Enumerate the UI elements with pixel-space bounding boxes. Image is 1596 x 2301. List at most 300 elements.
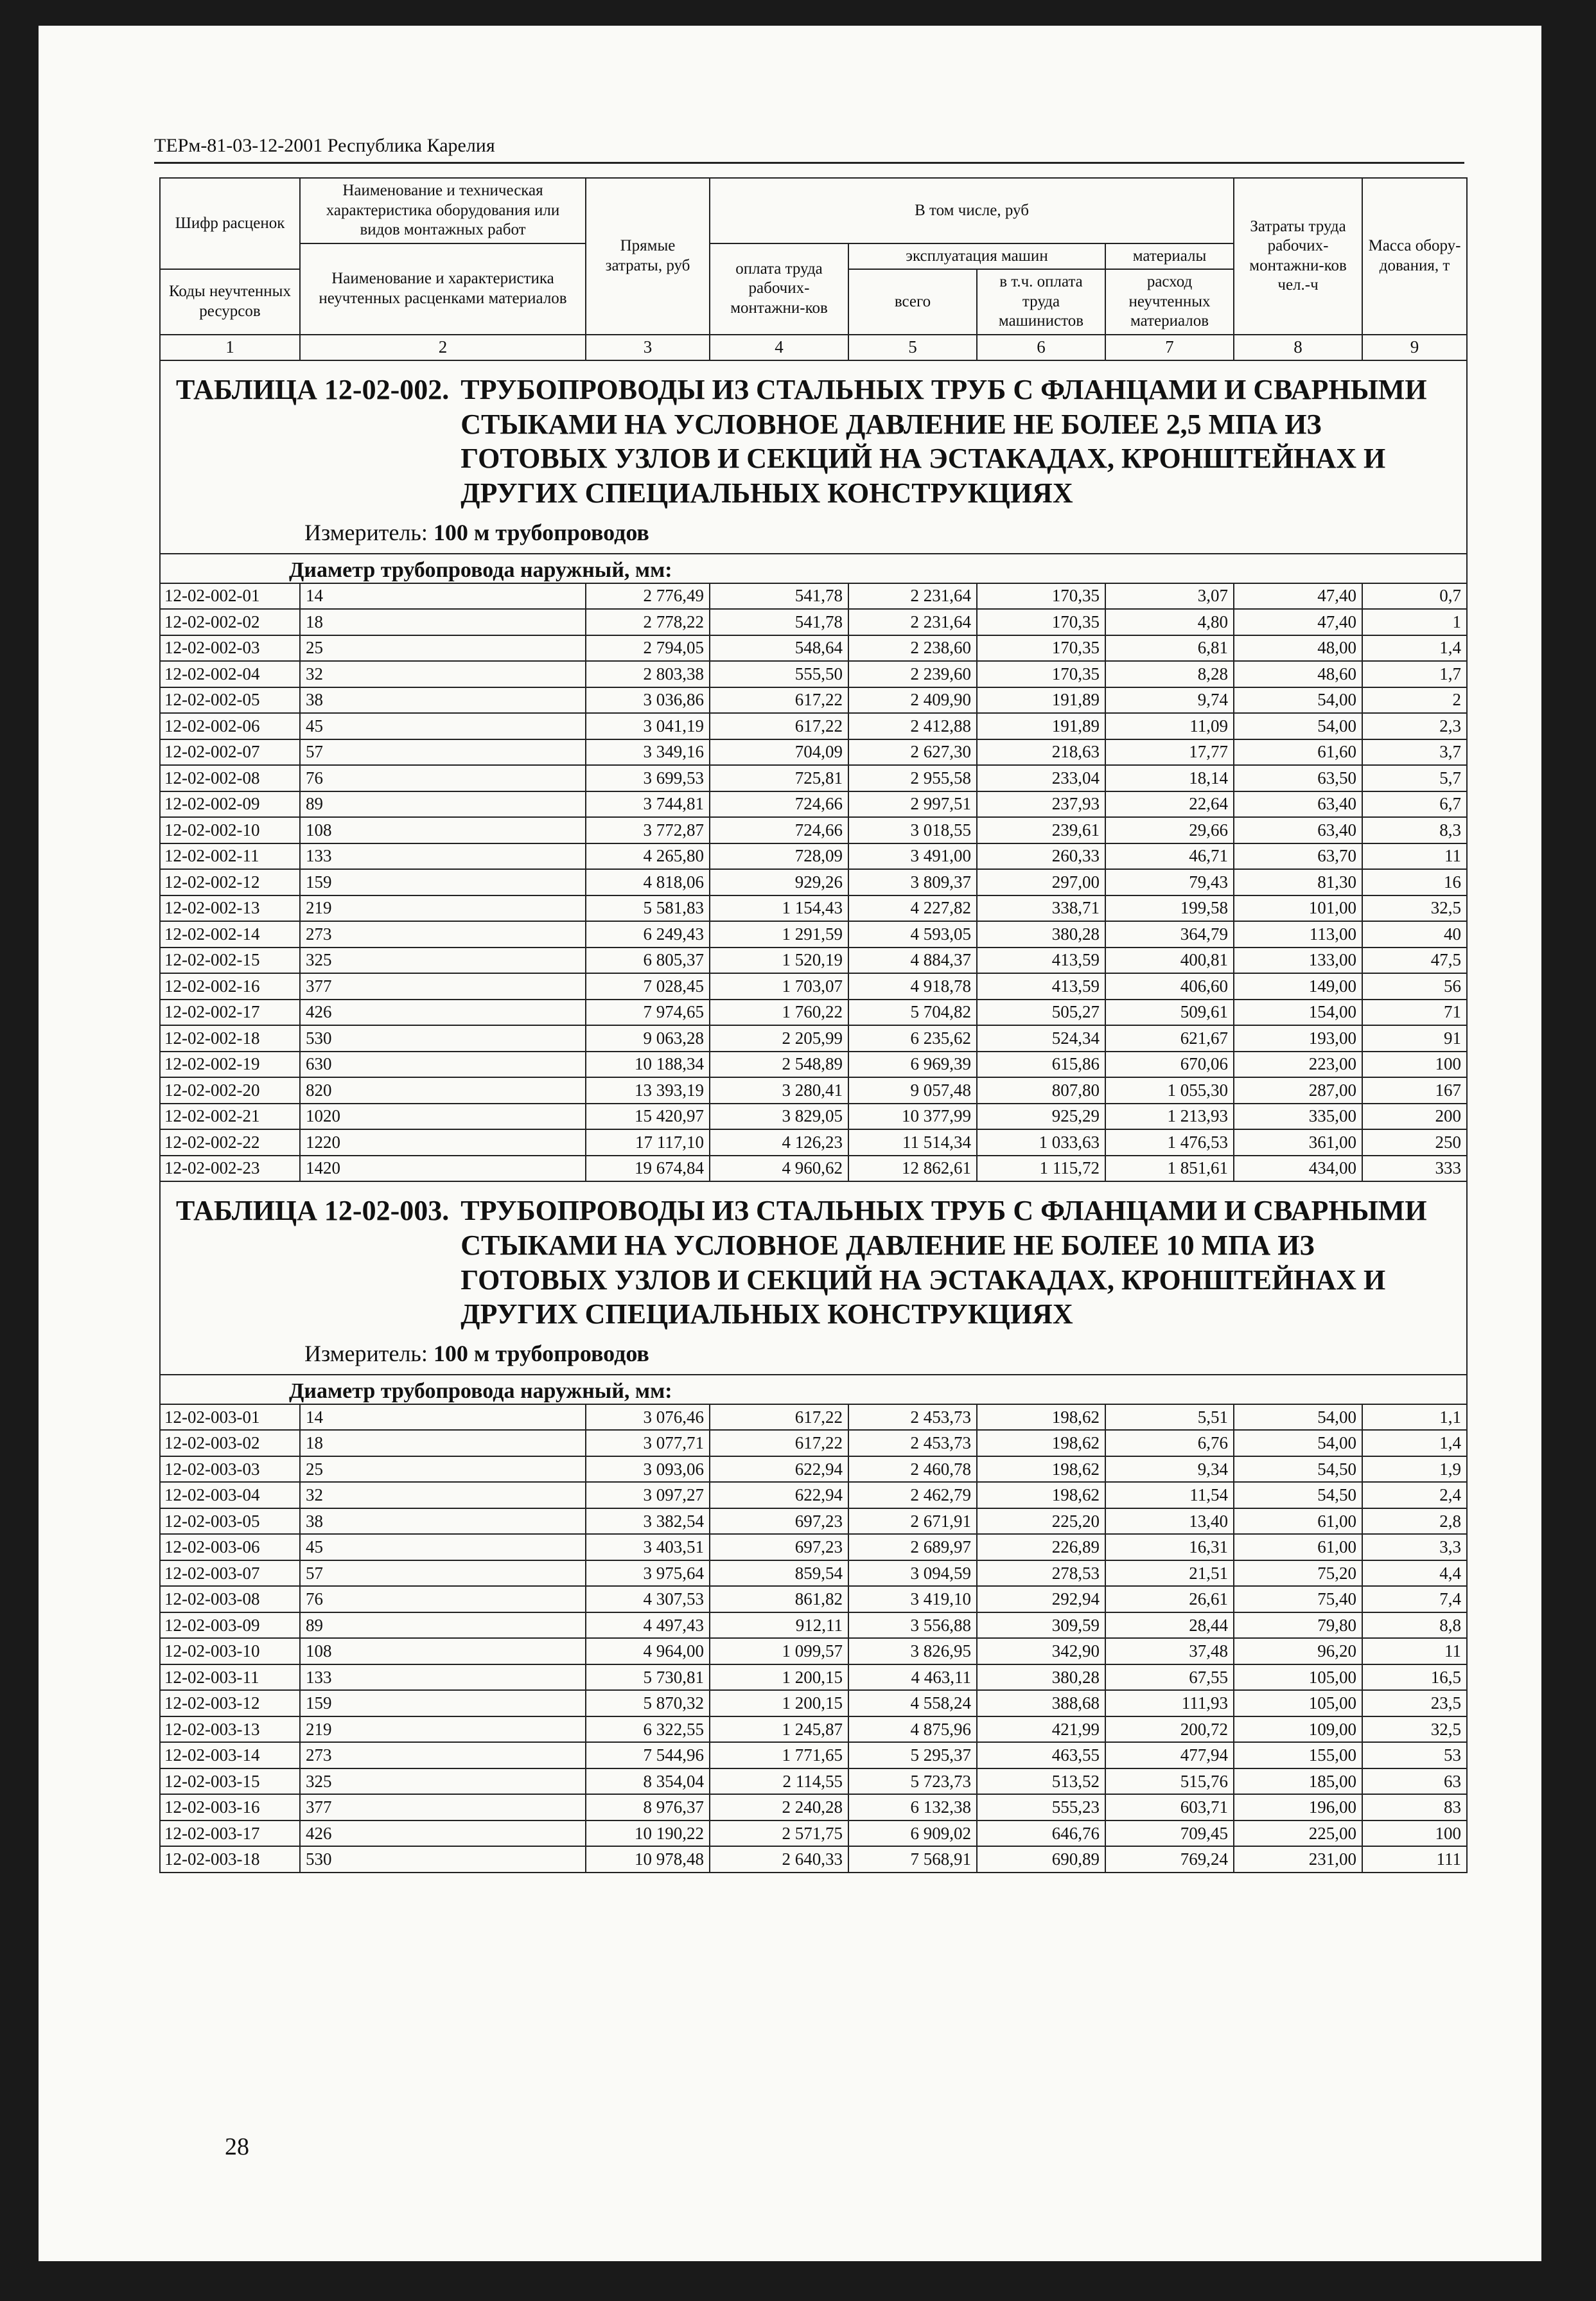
pipe-diameter-cell: 18 xyxy=(300,609,586,635)
material-cost-cell: 3,07 xyxy=(1105,583,1234,610)
machinist-wages-cell: 309,59 xyxy=(977,1612,1105,1639)
machine-cost-cell: 3 419,10 xyxy=(848,1586,977,1612)
labor-wages-cell: 2 640,33 xyxy=(710,1846,848,1873)
col-number: 7 xyxy=(1105,335,1234,361)
pipe-diameter-cell: 159 xyxy=(300,1690,586,1716)
table-row xyxy=(160,1821,1467,1847)
machine-cost-cell: 2 627,30 xyxy=(848,739,977,766)
pipe-diameter-cell: 325 xyxy=(300,1768,586,1795)
pipe-diameter-cell: 108 xyxy=(300,817,586,843)
table-row xyxy=(160,1156,1467,1182)
table-row xyxy=(160,1052,1467,1078)
table-row xyxy=(160,1638,1467,1664)
table-row xyxy=(160,817,1467,843)
material-cost-cell: 67,55 xyxy=(1105,1664,1234,1691)
table-row xyxy=(160,1690,1467,1716)
col-mat-cost-header: расход неучтенных материалов xyxy=(1105,269,1234,335)
direct-cost-cell: 17 117,10 xyxy=(586,1129,710,1156)
material-cost-cell: 37,48 xyxy=(1105,1638,1234,1664)
labor-wages-cell: 704,09 xyxy=(710,739,848,766)
labor-hours-cell: 154,00 xyxy=(1234,1000,1362,1026)
rate-code-cell: 12-02-002-17 xyxy=(160,1000,300,1026)
col-number: 4 xyxy=(710,335,848,361)
equipment-mass-cell: 56 xyxy=(1362,973,1467,1000)
material-cost-cell: 364,79 xyxy=(1105,921,1234,948)
labor-hours-cell: 361,00 xyxy=(1234,1129,1362,1156)
table-row xyxy=(160,1430,1467,1456)
col-code-sub-header: Коды неучтенных ресурсов xyxy=(160,269,300,335)
machine-cost-cell: 4 558,24 xyxy=(848,1690,977,1716)
labor-wages-cell: 1 760,22 xyxy=(710,1000,848,1026)
rate-code-cell: 12-02-002-08 xyxy=(160,765,300,791)
rate-code-cell: 12-02-003-17 xyxy=(160,1821,300,1847)
material-cost-cell: 5,51 xyxy=(1105,1404,1234,1431)
labor-wages-cell: 2 571,75 xyxy=(710,1821,848,1847)
machinist-wages-cell: 388,68 xyxy=(977,1690,1105,1716)
table-row xyxy=(160,687,1467,714)
section-title xyxy=(176,373,1456,511)
direct-cost-cell: 4 307,53 xyxy=(586,1586,710,1612)
labor-hours-cell: 47,40 xyxy=(1234,583,1362,610)
labor-wages-cell: 622,94 xyxy=(710,1482,848,1508)
labor-wages-cell: 929,26 xyxy=(710,869,848,895)
direct-cost-cell: 4 265,80 xyxy=(586,843,710,870)
equipment-mass-cell: 53 xyxy=(1362,1742,1467,1768)
pipe-diameter-cell: 45 xyxy=(300,713,586,739)
table-row xyxy=(160,635,1467,662)
rate-code-cell: 12-02-002-19 xyxy=(160,1052,300,1078)
table-row xyxy=(160,1534,1467,1560)
col-number: 1 xyxy=(160,335,300,361)
machine-cost-cell: 5 704,82 xyxy=(848,1000,977,1026)
equipment-mass-cell: 71 xyxy=(1362,1000,1467,1026)
equipment-mass-cell: 2,3 xyxy=(1362,713,1467,739)
pipe-diameter-cell: 38 xyxy=(300,1508,586,1535)
labor-hours-cell: 109,00 xyxy=(1234,1716,1362,1743)
measure-label: Измеритель: xyxy=(304,519,428,545)
rate-code-cell: 12-02-003-03 xyxy=(160,1456,300,1483)
pipe-diameter-cell: 76 xyxy=(300,1586,586,1612)
equipment-mass-cell: 7,4 xyxy=(1362,1586,1467,1612)
material-cost-cell: 621,67 xyxy=(1105,1025,1234,1052)
table-row xyxy=(160,661,1467,687)
diameter-row xyxy=(160,1375,1467,1404)
labor-hours-cell: 335,00 xyxy=(1234,1104,1362,1130)
rate-code-cell: 12-02-003-10 xyxy=(160,1638,300,1664)
rate-code-cell: 12-02-002-05 xyxy=(160,687,300,714)
labor-wages-cell: 2 548,89 xyxy=(710,1052,848,1078)
labor-hours-cell: 79,80 xyxy=(1234,1612,1362,1639)
machine-cost-cell: 3 018,55 xyxy=(848,817,977,843)
rate-code-cell: 12-02-003-08 xyxy=(160,1586,300,1612)
material-cost-cell: 477,94 xyxy=(1105,1742,1234,1768)
equipment-mass-cell: 1,9 xyxy=(1362,1456,1467,1483)
direct-cost-cell: 2 776,49 xyxy=(586,583,710,610)
direct-cost-cell: 13 393,19 xyxy=(586,1077,710,1104)
pipe-diameter-cell: 325 xyxy=(300,948,586,974)
rate-code-cell: 12-02-003-05 xyxy=(160,1508,300,1535)
equipment-mass-cell: 3,3 xyxy=(1362,1534,1467,1560)
rate-code-cell: 12-02-003-14 xyxy=(160,1742,300,1768)
table-row xyxy=(160,1846,1467,1873)
material-cost-cell: 509,61 xyxy=(1105,1000,1234,1026)
rate-code-cell: 12-02-003-12 xyxy=(160,1690,300,1716)
machinist-wages-cell: 646,76 xyxy=(977,1821,1105,1847)
col-number: 6 xyxy=(977,335,1105,361)
direct-cost-cell: 3 036,86 xyxy=(586,687,710,714)
labor-wages-cell: 617,22 xyxy=(710,713,848,739)
pipe-diameter-cell: 530 xyxy=(300,1846,586,1873)
pipe-diameter-cell: 57 xyxy=(300,1560,586,1587)
labor-hours-cell: 196,00 xyxy=(1234,1794,1362,1821)
pipe-diameter-cell: 159 xyxy=(300,869,586,895)
material-cost-cell: 6,76 xyxy=(1105,1430,1234,1456)
labor-wages-cell: 617,22 xyxy=(710,1430,848,1456)
machinist-wages-cell: 463,55 xyxy=(977,1742,1105,1768)
direct-cost-cell: 5 870,32 xyxy=(586,1690,710,1716)
col-number: 3 xyxy=(586,335,710,361)
material-cost-cell: 18,14 xyxy=(1105,765,1234,791)
rate-code-cell: 12-02-002-12 xyxy=(160,869,300,895)
direct-cost-cell: 6 322,55 xyxy=(586,1716,710,1743)
material-cost-cell: 22,64 xyxy=(1105,791,1234,818)
labor-hours-cell: 287,00 xyxy=(1234,1077,1362,1104)
equipment-mass-cell: 0,7 xyxy=(1362,583,1467,610)
labor-hours-cell: 434,00 xyxy=(1234,1156,1362,1182)
col-number: 5 xyxy=(848,335,977,361)
col-direct-header: Прямые затраты, руб xyxy=(586,178,710,335)
material-cost-cell: 9,74 xyxy=(1105,687,1234,714)
pipe-diameter-cell: 25 xyxy=(300,1456,586,1483)
machinist-wages-cell: 218,63 xyxy=(977,739,1105,766)
material-cost-cell: 16,31 xyxy=(1105,1534,1234,1560)
machinist-wages-cell: 421,99 xyxy=(977,1716,1105,1743)
table-row xyxy=(160,609,1467,635)
direct-cost-cell: 3 744,81 xyxy=(586,791,710,818)
labor-hours-cell: 63,70 xyxy=(1234,843,1362,870)
machine-cost-cell: 2 231,64 xyxy=(848,609,977,635)
equipment-mass-cell: 32,5 xyxy=(1362,895,1467,922)
equipment-mass-cell: 40 xyxy=(1362,921,1467,948)
equipment-mass-cell: 16,5 xyxy=(1362,1664,1467,1691)
table-row xyxy=(160,1025,1467,1052)
rate-code-cell: 12-02-003-02 xyxy=(160,1430,300,1456)
labor-wages-cell: 1 200,15 xyxy=(710,1664,848,1691)
measure-line xyxy=(304,521,1456,544)
material-cost-cell: 200,72 xyxy=(1105,1716,1234,1743)
rate-code-cell: 12-02-002-06 xyxy=(160,713,300,739)
machinist-wages-cell: 260,33 xyxy=(977,843,1105,870)
labor-hours-cell: 185,00 xyxy=(1234,1768,1362,1795)
machine-cost-cell: 2 997,51 xyxy=(848,791,977,818)
table-row xyxy=(160,1000,1467,1026)
labor-wages-cell: 912,11 xyxy=(710,1612,848,1639)
material-cost-cell: 603,71 xyxy=(1105,1794,1234,1821)
table-row xyxy=(160,1456,1467,1483)
pipe-diameter-cell: 89 xyxy=(300,791,586,818)
pipe-diameter-cell: 530 xyxy=(300,1025,586,1052)
equipment-mass-cell: 111 xyxy=(1362,1846,1467,1873)
material-cost-cell: 1 476,53 xyxy=(1105,1129,1234,1156)
equipment-mass-cell: 8,3 xyxy=(1362,817,1467,843)
equipment-mass-cell: 4,4 xyxy=(1362,1560,1467,1587)
rate-code-cell: 12-02-002-07 xyxy=(160,739,300,766)
direct-cost-cell: 7 974,65 xyxy=(586,1000,710,1026)
labor-wages-cell: 1 245,87 xyxy=(710,1716,848,1743)
labor-wages-cell: 617,22 xyxy=(710,1404,848,1431)
labor-wages-cell: 861,82 xyxy=(710,1586,848,1612)
table-row xyxy=(160,739,1467,766)
col-number: 9 xyxy=(1362,335,1467,361)
machinist-wages-cell: 524,34 xyxy=(977,1025,1105,1052)
direct-cost-cell: 3 699,53 xyxy=(586,765,710,791)
measure-line xyxy=(304,1342,1456,1365)
table-row xyxy=(160,1612,1467,1639)
table-row xyxy=(160,1716,1467,1743)
machinist-wages-cell: 225,20 xyxy=(977,1508,1105,1535)
equipment-mass-cell: 5,7 xyxy=(1362,765,1467,791)
labor-wages-cell: 859,54 xyxy=(710,1560,848,1587)
direct-cost-cell: 3 349,16 xyxy=(586,739,710,766)
pipe-diameter-cell: 38 xyxy=(300,687,586,714)
machinist-wages-cell: 198,62 xyxy=(977,1430,1105,1456)
labor-hours-cell: 149,00 xyxy=(1234,973,1362,1000)
table-row xyxy=(160,973,1467,1000)
table-row xyxy=(160,1404,1467,1431)
labor-hours-cell: 113,00 xyxy=(1234,921,1362,948)
machine-cost-cell: 2 689,97 xyxy=(848,1534,977,1560)
pipe-diameter-cell: 426 xyxy=(300,1000,586,1026)
machinist-wages-cell: 191,89 xyxy=(977,687,1105,714)
rate-code-cell: 12-02-002-15 xyxy=(160,948,300,974)
col-number: 8 xyxy=(1234,335,1362,361)
labor-hours-cell: 63,40 xyxy=(1234,791,1362,818)
labor-hours-cell: 75,20 xyxy=(1234,1560,1362,1587)
material-cost-cell: 1 851,61 xyxy=(1105,1156,1234,1182)
rate-code-cell: 12-02-003-13 xyxy=(160,1716,300,1743)
machine-cost-cell: 7 568,91 xyxy=(848,1846,977,1873)
machine-cost-cell: 6 969,39 xyxy=(848,1052,977,1078)
machinist-wages-cell: 198,62 xyxy=(977,1482,1105,1508)
direct-cost-cell: 10 190,22 xyxy=(586,1821,710,1847)
labor-wages-cell: 1 520,19 xyxy=(710,948,848,974)
equipment-mass-cell: 167 xyxy=(1362,1077,1467,1104)
col-name-sub-header: Наименование и характеристика неучтенных расценками материалов xyxy=(300,243,586,335)
rates-table xyxy=(159,177,1468,1873)
labor-hours-cell: 105,00 xyxy=(1234,1690,1362,1716)
equipment-mass-cell: 100 xyxy=(1362,1052,1467,1078)
section-label: ТАБЛИЦА 12-02-003. xyxy=(176,1195,450,1227)
material-cost-cell: 28,44 xyxy=(1105,1612,1234,1639)
rate-code-cell: 12-02-002-20 xyxy=(160,1077,300,1104)
material-cost-cell: 79,43 xyxy=(1105,869,1234,895)
labor-hours-cell: 61,60 xyxy=(1234,739,1362,766)
machine-cost-cell: 4 463,11 xyxy=(848,1664,977,1691)
material-cost-cell: 9,34 xyxy=(1105,1456,1234,1483)
equipment-mass-cell: 2,4 xyxy=(1362,1482,1467,1508)
machine-cost-cell: 11 514,34 xyxy=(848,1129,977,1156)
machinist-wages-cell: 925,29 xyxy=(977,1104,1105,1130)
machine-cost-cell: 9 057,48 xyxy=(848,1077,977,1104)
labor-wages-cell: 4 960,62 xyxy=(710,1156,848,1182)
equipment-mass-cell: 16 xyxy=(1362,869,1467,895)
table-row xyxy=(160,713,1467,739)
pipe-diameter-cell: 32 xyxy=(300,661,586,687)
machine-cost-cell: 5 295,37 xyxy=(848,1742,977,1768)
section-header-row xyxy=(160,360,1467,554)
table-row xyxy=(160,948,1467,974)
measure-value: 100 м трубопроводов xyxy=(433,1340,649,1366)
direct-cost-cell: 4 818,06 xyxy=(586,869,710,895)
equipment-mass-cell: 11 xyxy=(1362,1638,1467,1664)
direct-cost-cell: 3 772,87 xyxy=(586,817,710,843)
labor-hours-cell: 47,40 xyxy=(1234,609,1362,635)
rate-code-cell: 12-02-002-03 xyxy=(160,635,300,662)
labor-wages-cell: 1 154,43 xyxy=(710,895,848,922)
direct-cost-cell: 10 978,48 xyxy=(586,1846,710,1873)
labor-wages-cell: 725,81 xyxy=(710,765,848,791)
measure-value: 100 м трубопроводов xyxy=(433,519,649,545)
machine-cost-cell: 3 491,00 xyxy=(848,843,977,870)
machinist-wages-cell: 513,52 xyxy=(977,1768,1105,1795)
machine-cost-cell: 6 235,62 xyxy=(848,1025,977,1052)
material-cost-cell: 6,81 xyxy=(1105,635,1234,662)
machine-cost-cell: 2 453,73 xyxy=(848,1430,977,1456)
direct-cost-cell: 2 803,38 xyxy=(586,661,710,687)
diameter-label: Диаметр трубопровода наружный, мм: xyxy=(160,554,1467,583)
diameter-label: Диаметр трубопровода наружный, мм: xyxy=(160,1375,1467,1404)
rate-code-cell: 12-02-002-13 xyxy=(160,895,300,922)
col-mass-header: Масса обору-дования, т xyxy=(1362,178,1467,335)
col-wages-header: оплата труда рабочих-монтажни-ков xyxy=(710,243,848,335)
table-row xyxy=(160,1104,1467,1130)
table-row xyxy=(160,921,1467,948)
machine-cost-cell: 2 460,78 xyxy=(848,1456,977,1483)
rate-code-cell: 12-02-003-15 xyxy=(160,1768,300,1795)
labor-hours-cell: 63,40 xyxy=(1234,817,1362,843)
rate-code-cell: 12-02-003-11 xyxy=(160,1664,300,1691)
rate-code-cell: 12-02-003-07 xyxy=(160,1560,300,1587)
col-labor-header: Затраты труда рабочих-монтажни-ков чел.-ч xyxy=(1234,178,1362,335)
table-row xyxy=(160,1482,1467,1508)
machine-cost-cell: 2 239,60 xyxy=(848,661,977,687)
machinist-wages-cell: 342,90 xyxy=(977,1638,1105,1664)
direct-cost-cell: 8 354,04 xyxy=(586,1768,710,1795)
material-cost-cell: 46,71 xyxy=(1105,843,1234,870)
material-cost-cell: 111,93 xyxy=(1105,1690,1234,1716)
rate-code-cell: 12-02-002-23 xyxy=(160,1156,300,1182)
table-row xyxy=(160,1664,1467,1691)
table-row xyxy=(160,1129,1467,1156)
material-cost-cell: 515,76 xyxy=(1105,1768,1234,1795)
machine-cost-cell: 6 909,02 xyxy=(848,1821,977,1847)
section-title xyxy=(176,1194,1456,1332)
col-materials-header: материалы xyxy=(1105,243,1234,270)
direct-cost-cell: 3 403,51 xyxy=(586,1534,710,1560)
measure-label: Измеритель: xyxy=(304,1340,428,1366)
direct-cost-cell: 7 544,96 xyxy=(586,1742,710,1768)
rate-code-cell: 12-02-003-04 xyxy=(160,1482,300,1508)
machinist-wages-cell: 170,35 xyxy=(977,583,1105,610)
machine-cost-cell: 6 132,38 xyxy=(848,1794,977,1821)
pipe-diameter-cell: 76 xyxy=(300,765,586,791)
direct-cost-cell: 3 097,27 xyxy=(586,1482,710,1508)
material-cost-cell: 1 213,93 xyxy=(1105,1104,1234,1130)
machine-cost-cell: 2 462,79 xyxy=(848,1482,977,1508)
machinist-wages-cell: 226,89 xyxy=(977,1534,1105,1560)
labor-wages-cell: 728,09 xyxy=(710,843,848,870)
labor-wages-cell: 697,23 xyxy=(710,1508,848,1535)
machinist-wages-cell: 297,00 xyxy=(977,869,1105,895)
pipe-diameter-cell: 630 xyxy=(300,1052,586,1078)
labor-wages-cell: 2 114,55 xyxy=(710,1768,848,1795)
labor-hours-cell: 193,00 xyxy=(1234,1025,1362,1052)
pipe-diameter-cell: 273 xyxy=(300,921,586,948)
machinist-wages-cell: 380,28 xyxy=(977,921,1105,948)
labor-hours-cell: 155,00 xyxy=(1234,1742,1362,1768)
table-row xyxy=(160,1586,1467,1612)
pipe-diameter-cell: 219 xyxy=(300,1716,586,1743)
material-cost-cell: 709,45 xyxy=(1105,1821,1234,1847)
direct-cost-cell: 6 805,37 xyxy=(586,948,710,974)
material-cost-cell: 769,24 xyxy=(1105,1846,1234,1873)
machine-cost-cell: 2 409,90 xyxy=(848,687,977,714)
material-cost-cell: 670,06 xyxy=(1105,1052,1234,1078)
direct-cost-cell: 3 077,71 xyxy=(586,1430,710,1456)
rate-code-cell: 12-02-003-01 xyxy=(160,1404,300,1431)
table-row xyxy=(160,791,1467,818)
equipment-mass-cell: 83 xyxy=(1362,1794,1467,1821)
table-row xyxy=(160,1560,1467,1587)
labor-hours-cell: 54,00 xyxy=(1234,687,1362,714)
pipe-diameter-cell: 89 xyxy=(300,1612,586,1639)
labor-wages-cell: 1 099,57 xyxy=(710,1638,848,1664)
equipment-mass-cell: 23,5 xyxy=(1362,1690,1467,1716)
machine-cost-cell: 5 723,73 xyxy=(848,1768,977,1795)
direct-cost-cell: 9 063,28 xyxy=(586,1025,710,1052)
machine-cost-cell: 4 918,78 xyxy=(848,973,977,1000)
machine-cost-cell: 3 826,95 xyxy=(848,1638,977,1664)
section-header xyxy=(160,1181,1467,1375)
pipe-diameter-cell: 32 xyxy=(300,1482,586,1508)
material-cost-cell: 199,58 xyxy=(1105,895,1234,922)
machine-cost-cell: 2 955,58 xyxy=(848,765,977,791)
labor-hours-cell: 81,30 xyxy=(1234,869,1362,895)
labor-hours-cell: 54,00 xyxy=(1234,713,1362,739)
labor-hours-cell: 223,00 xyxy=(1234,1052,1362,1078)
pipe-diameter-cell: 25 xyxy=(300,635,586,662)
machinist-wages-cell: 338,71 xyxy=(977,895,1105,922)
pipe-diameter-cell: 377 xyxy=(300,1794,586,1821)
section-title-text: ТРУБОПРОВОДЫ ИЗ СТАЛЬНЫХ ТРУБ С ФЛАНЦАМИ И СВАРНЫМИ СТЫКАМИ НА УСЛОВНОЕ ДАВЛЕНИЕ НЕ БОЛЕЕ 2,5 МПА ИЗ ГОТОВЫХ УЗЛОВ И СЕКЦИЙ НА ЭСТАКАДАХ, КРОНШТЕЙНАХ И ДРУГИХ СПЕЦИАЛЬНЫХ КОНСТРУКЦИЯХ xyxy=(460,374,1427,509)
machine-cost-cell: 4 884,37 xyxy=(848,948,977,974)
equipment-mass-cell: 1,1 xyxy=(1362,1404,1467,1431)
section-title-text: ТРУБОПРОВОДЫ ИЗ СТАЛЬНЫХ ТРУБ С ФЛАНЦАМИ И СВАРНЫМИ СТЫКАМИ НА УСЛОВНОЕ ДАВЛЕНИЕ НЕ БОЛЕЕ 10 МПА ИЗ ГОТОВЫХ УЗЛОВ И СЕКЦИЙ НА ЭСТАКАДАХ, КРОНШТЕЙНАХ И ДРУГИХ СПЕЦИАЛЬНЫХ КОНСТРУКЦИЯХ xyxy=(460,1195,1427,1330)
labor-hours-cell: 133,00 xyxy=(1234,948,1362,974)
rate-code-cell: 12-02-002-09 xyxy=(160,791,300,818)
equipment-mass-cell: 200 xyxy=(1362,1104,1467,1130)
equipment-mass-cell: 1,7 xyxy=(1362,661,1467,687)
col-mach-wages-header: в т.ч. оплата труда машинистов xyxy=(977,269,1105,335)
direct-cost-cell: 10 188,34 xyxy=(586,1052,710,1078)
direct-cost-cell: 4 497,43 xyxy=(586,1612,710,1639)
material-cost-cell: 11,09 xyxy=(1105,713,1234,739)
labor-hours-cell: 54,50 xyxy=(1234,1456,1362,1483)
equipment-mass-cell: 1,4 xyxy=(1362,635,1467,662)
machinist-wages-cell: 170,35 xyxy=(977,661,1105,687)
pipe-diameter-cell: 14 xyxy=(300,1404,586,1431)
material-cost-cell: 4,80 xyxy=(1105,609,1234,635)
